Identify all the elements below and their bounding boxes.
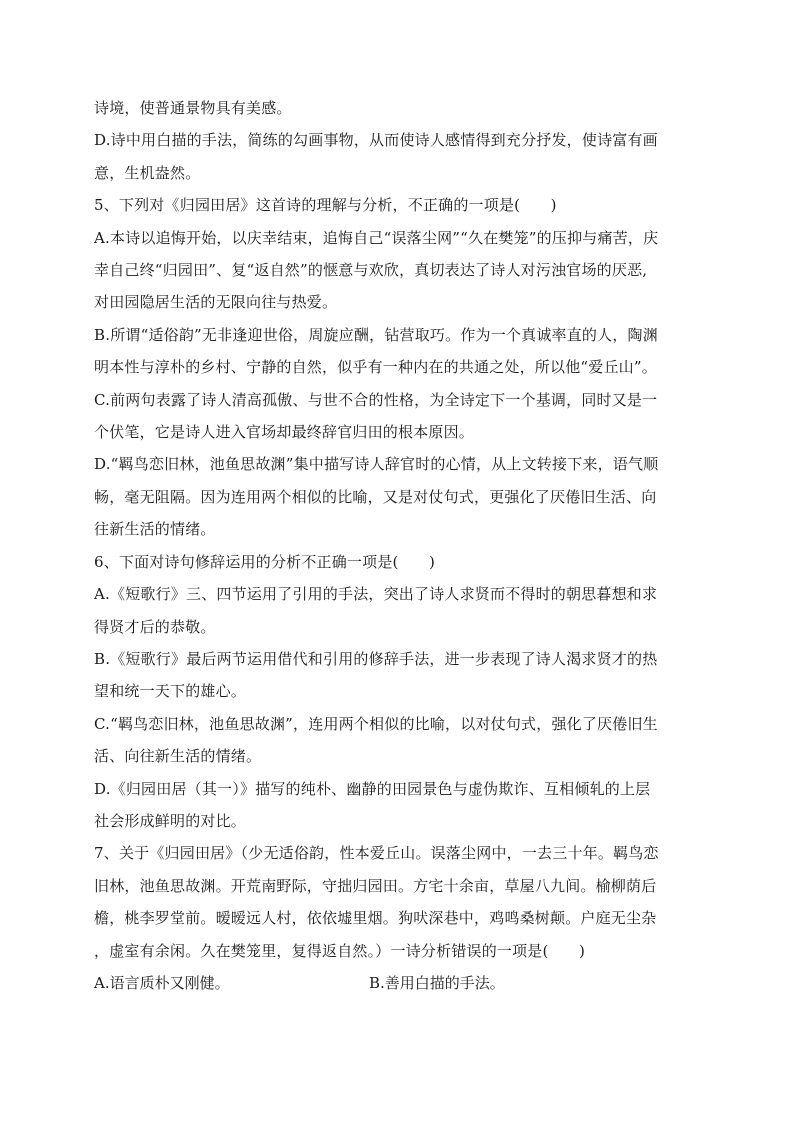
text-line: 社会形成鲜明的对比。 xyxy=(94,811,247,830)
text-line: 往新生活的情绪。 xyxy=(94,520,216,539)
option-d-line: D.诗中用白描的手法，简练的勾画事物，从而使诗人感情得到充分抒发，使诗富有画 xyxy=(94,131,658,150)
document-page xyxy=(94,92,704,999)
text-line: 活、向往新生活的情绪。 xyxy=(94,747,262,766)
option-b: B.善用白描的手法。 xyxy=(369,973,505,992)
text-line: 诗境，使普通景物具有美感。 xyxy=(94,99,292,117)
text-line: 幸自己终“归园田”、复“返自然”的惬意与欢欣，真切表达了诗人对污浊官场的厌恶, xyxy=(94,261,648,280)
text-line: 望和统一天下的雄心。 xyxy=(94,682,247,701)
text-line: 意，生机盎然。 xyxy=(94,163,201,182)
option-b-line: B.《短歌行》最后两节运用借代和引用的修辞手法，进一步表现了诗人渴求贤才的热 xyxy=(94,649,658,668)
text-line: 旧林，池鱼思故渊。开荒南野际，守拙归园田。方宅十余亩，草屋八九间。榆柳荫后 xyxy=(94,876,657,895)
question-6-title: 6、下面对诗句修辞运用的分析不正确一项是( ) xyxy=(94,552,436,571)
option-c-line: C.前两句表露了诗人清高孤傲、与世不合的性格，为全诗定下一个基调，同时又是一 xyxy=(94,390,658,409)
question-7-options xyxy=(94,967,704,999)
text-line: 个伏笔，它是诗人进入官场却最终辞官归田的根本原因。 xyxy=(94,423,475,442)
option-d-line: D.《归园田居（其一）》描写的纯朴、幽静的田园景色与虚伪欺诈、互相倾轧的上层 xyxy=(94,779,651,798)
text-line: 明本性与淳朴的乡村、宁静的自然，似乎有一种内在的共通之处，所以他“爱丘山”。 xyxy=(94,358,657,377)
text-line: 檐，桃李罗堂前。暧暧远人村，依依墟里烟。狗吠深巷中，鸡鸣桑树颠。户庭无尘杂 xyxy=(94,909,657,928)
option-c-line: C.“羁鸟恋旧林，池鱼思故渊”，连用两个相似的比喻，以对仗句式，强化了厌倦旧生 xyxy=(94,714,658,733)
text-line: ，虚室有余闲。久在樊笼里，复得返自然。）一诗分析错误的一项是( ) xyxy=(94,941,586,960)
option-b-line: B.所谓“适俗韵”无非逢迎世俗，周旋应酬，钻营取巧。作为一个真诚率直的人，陶渊 xyxy=(94,325,658,344)
option-a-line: A.本诗以追悔开始，以庆幸结束，追悔自己“误落尘网”“久在樊笼”的压抑与痛苦，庆 xyxy=(94,228,659,247)
option-a: A.语言质朴又刚健。 xyxy=(94,973,230,992)
option-a-line: A.《短歌行》三、四节运用了引用的手法，突出了诗人求贤而不得时的朝思暮想和求 xyxy=(94,585,658,604)
option-d-line: D.“羁鸟恋旧林，池鱼思故渊”集中描写诗人辞官时的心情，从上文转接下来，语气顺 xyxy=(94,455,659,474)
text-line: 畅，毫无阻隔。因为连用两个相似的比喻，又是对仗句式，更强化了厌倦旧生活、向 xyxy=(94,487,657,506)
question-5-title: 5、下列对《归园田居》这首诗的理解与分析，不正确的一项是( ) xyxy=(94,196,557,215)
question-7-title: 7、关于《归园田居》（少无适俗韵，性本爱丘山。误落尘网中，一去三十年。羁鸟恋 xyxy=(94,844,659,863)
text-line: 对田园隐居生活的无限向往与热爱。 xyxy=(94,293,338,312)
text-line: 得贤才后的恭敬。 xyxy=(94,617,216,636)
